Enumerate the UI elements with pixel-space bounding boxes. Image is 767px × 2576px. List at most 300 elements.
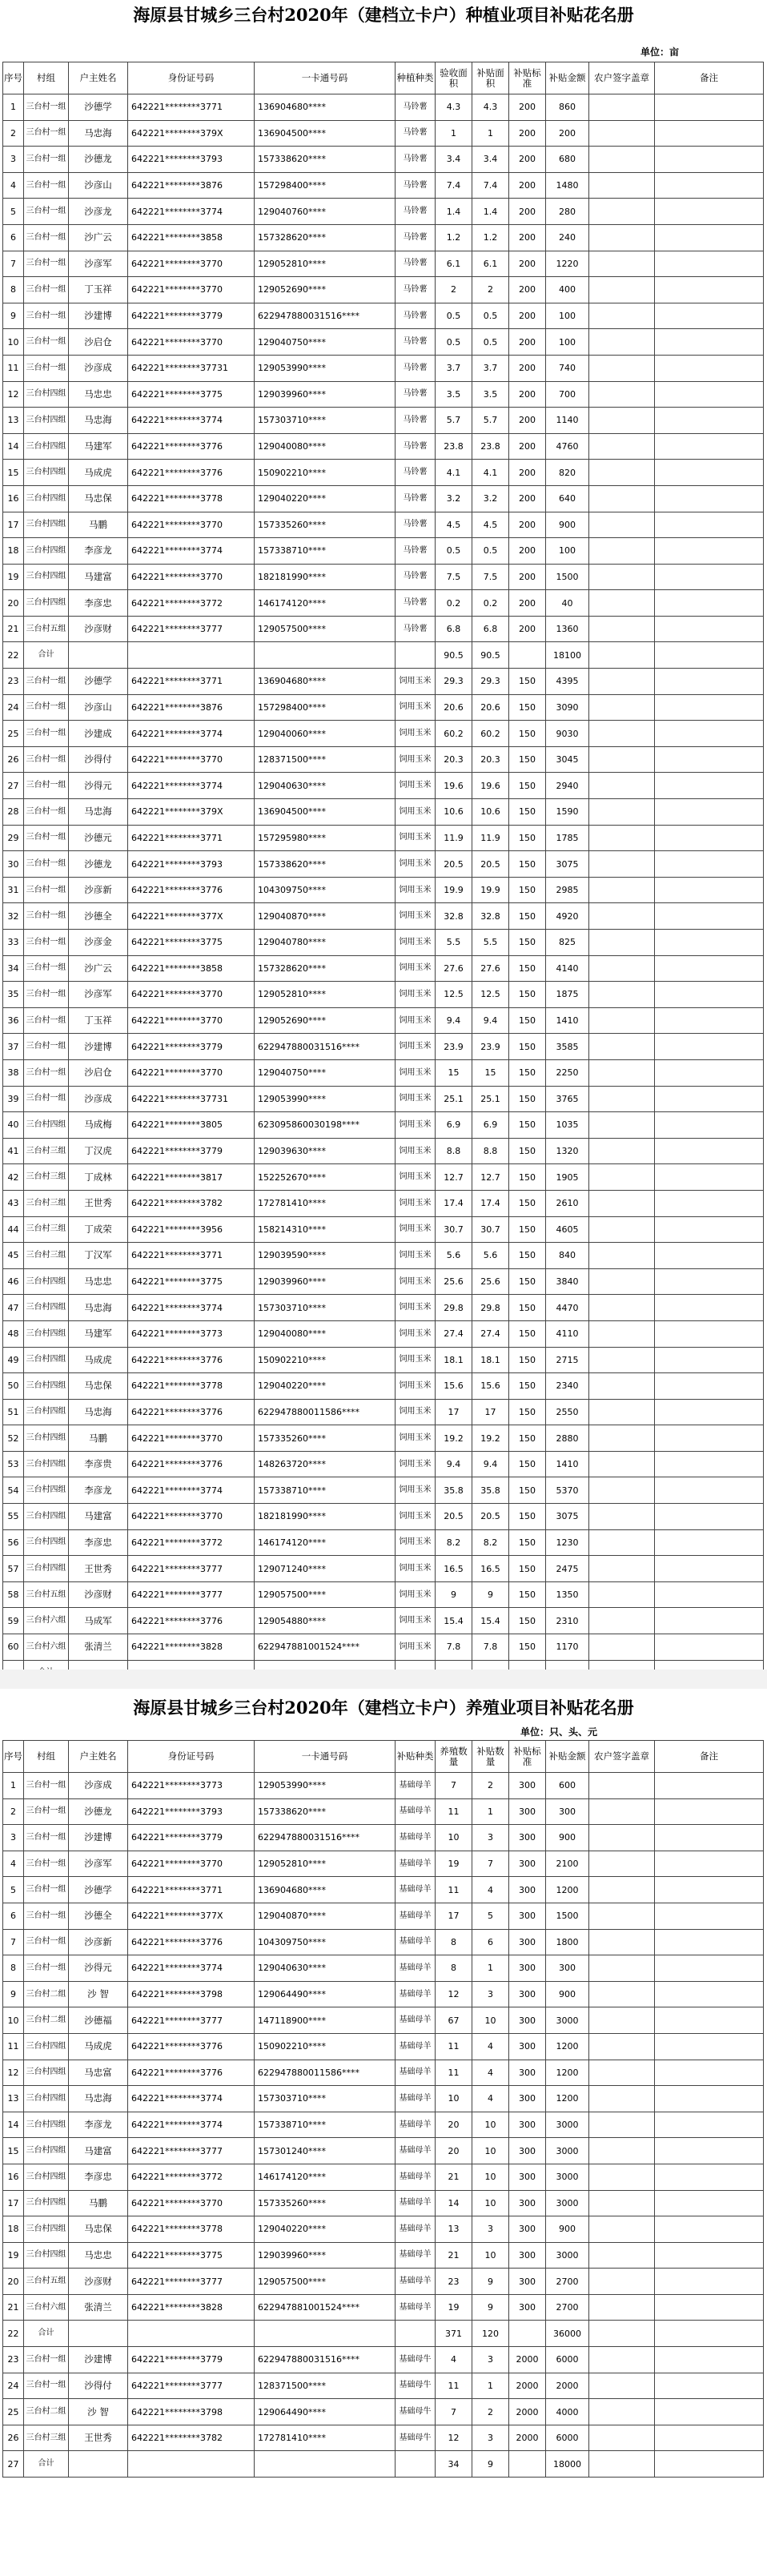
table-cell: 马铃薯 — [396, 199, 436, 225]
table-cell — [655, 2321, 764, 2347]
table-cell: 三台村一组 — [24, 199, 69, 225]
table-cell: 200 — [509, 381, 546, 408]
table-cell: 马铃薯 — [396, 303, 436, 329]
table-cell: 642221********3776 — [128, 2060, 255, 2086]
table-cell: 马建富 — [69, 1504, 128, 1530]
table-cell: 860 — [546, 94, 589, 121]
table-cell: 饲用玉米 — [396, 825, 436, 851]
table-cell — [589, 2347, 655, 2373]
table-cell: 642221********3817 — [128, 1164, 255, 1191]
table-cell — [655, 1851, 764, 1877]
table-cell: 19.9 — [436, 877, 472, 903]
table-cell — [589, 512, 655, 538]
table-cell — [655, 408, 764, 434]
table-cell: 20.3 — [472, 746, 509, 773]
table-cell: 马忠海 — [69, 408, 128, 434]
table-cell: 34 — [3, 955, 24, 982]
table-cell: 2000 — [509, 2399, 546, 2425]
table-cell: 三台村四组 — [24, 1112, 69, 1139]
table-cell: 150 — [509, 1216, 546, 1243]
table-cell: 11 — [436, 2373, 472, 2399]
table-cell: 3000 — [546, 2164, 589, 2190]
table-cell: 1.2 — [472, 224, 509, 251]
table-cell — [655, 1903, 764, 1929]
table-cell — [655, 1877, 764, 1903]
table-cell: 1410 — [546, 1451, 589, 1477]
table-cell: 1875 — [546, 982, 589, 1008]
table-cell: 640 — [546, 485, 589, 512]
table-cell: 642221********3777 — [128, 1556, 255, 1582]
table-cell: 三台村六组 — [24, 1608, 69, 1634]
table-cell: 19 — [436, 2294, 472, 2321]
table-cell: 4470 — [546, 1295, 589, 1321]
table-cell: 20 — [436, 2112, 472, 2138]
table-cell: 53 — [3, 1451, 24, 1477]
section-gap — [0, 1670, 767, 1689]
table-cell: 27 — [3, 2451, 24, 2478]
table-cell: 马铃薯 — [396, 355, 436, 381]
table-cell: 642221********3770 — [128, 1851, 255, 1877]
table-cell: 129040630**** — [255, 773, 396, 799]
table-cell: 129040060**** — [255, 721, 396, 747]
table-cell: 4.1 — [436, 460, 472, 486]
table-cell: 150 — [509, 1112, 546, 1139]
table-row — [3, 485, 764, 512]
table-cell: 129039960**** — [255, 2242, 396, 2269]
table-cell: 6000 — [546, 2425, 589, 2451]
table-cell — [655, 2425, 764, 2451]
table-cell — [589, 616, 655, 642]
table-cell: 642221********3776 — [128, 433, 255, 460]
table-cell: 129040750**** — [255, 1059, 396, 1086]
table-cell: 642221********3775 — [128, 381, 255, 408]
table-cell: 沙彦山 — [69, 172, 128, 199]
table-cell — [589, 1929, 655, 1955]
table-cell: 150 — [509, 1451, 546, 1477]
table-cell: 6 — [472, 1929, 509, 1955]
table-cell: 150 — [509, 982, 546, 1008]
table-cell: 马忠保 — [69, 2216, 128, 2243]
table-cell — [589, 1903, 655, 1929]
table-cell: 642221********3770 — [128, 2190, 255, 2216]
table-cell — [589, 1634, 655, 1661]
table-cell — [655, 1981, 764, 2007]
table-row — [3, 538, 764, 565]
table-cell: 三台村四组 — [24, 512, 69, 538]
table-cell: 4 — [3, 1851, 24, 1877]
column-header: 种植种类 — [396, 62, 436, 94]
table-cell: 9.4 — [436, 1007, 472, 1034]
table-cell: 饲用玉米 — [396, 1164, 436, 1191]
table-cell: 623095860030198**** — [255, 1112, 396, 1139]
table-cell: 642221********3779 — [128, 2347, 255, 2373]
table-row — [3, 2269, 764, 2295]
column-header: 备注 — [655, 62, 764, 94]
table-cell: 1.4 — [472, 199, 509, 225]
table-cell: 三台村四组 — [24, 2164, 69, 2190]
table-cell: 7.5 — [436, 564, 472, 590]
table-cell: 200 — [509, 512, 546, 538]
table-cell: 沙彦成 — [69, 1086, 128, 1112]
table-cell: 642221********3793 — [128, 851, 255, 878]
table-cell: 129040220**** — [255, 2216, 396, 2243]
table-cell: 129040760**** — [255, 199, 396, 225]
table-cell — [655, 1243, 764, 1269]
table-cell: 150 — [509, 903, 546, 930]
table-cell: 642221********3774 — [128, 773, 255, 799]
table-cell: 王世秀 — [69, 2425, 128, 2451]
table-cell: 3 — [472, 2425, 509, 2451]
table-cell: 三台村一组 — [24, 669, 69, 695]
table-cell — [655, 1634, 764, 1661]
table-cell: 三台村四组 — [24, 1556, 69, 1582]
table-cell: 21 — [436, 2242, 472, 2269]
table-cell — [589, 1112, 655, 1139]
table-cell: 马铃薯 — [396, 224, 436, 251]
table-cell: 16.5 — [472, 1556, 509, 1582]
table-cell: 300 — [509, 2269, 546, 2295]
table-cell — [655, 2347, 764, 2373]
table-cell: 642221********3770 — [128, 1059, 255, 1086]
table-row — [3, 616, 764, 642]
table-cell: 23 — [436, 2269, 472, 2295]
table-cell: 3765 — [546, 1086, 589, 1112]
table-row — [3, 1347, 764, 1373]
table-cell: 马铃薯 — [396, 485, 436, 512]
table-cell: 饲用玉米 — [396, 1608, 436, 1634]
table-cell: 沙 智 — [69, 2399, 128, 2425]
table-cell: 150 — [509, 1059, 546, 1086]
table-cell — [589, 799, 655, 826]
table-cell: 3.7 — [436, 355, 472, 381]
table-row — [3, 2216, 764, 2243]
table-cell: 642221********3956 — [128, 1216, 255, 1243]
table-cell: 三台村一组 — [24, 825, 69, 851]
table-cell: 马忠海 — [69, 1399, 128, 1425]
table-cell: 三台村一组 — [24, 1086, 69, 1112]
table-row — [3, 1608, 764, 1634]
section1-unit: 单位：亩 — [641, 46, 680, 58]
table-cell: 35 — [3, 982, 24, 1008]
table-cell: 300 — [509, 1798, 546, 1825]
table-cell: 20.5 — [436, 1504, 472, 1530]
table-cell — [589, 381, 655, 408]
column-header: 补贴标准 — [509, 1741, 546, 1773]
table-cell: 9 — [436, 1581, 472, 1608]
table-cell: 300 — [509, 1773, 546, 1799]
table-cell: 4.3 — [436, 94, 472, 121]
table-cell: 6000 — [546, 2347, 589, 2373]
table-cell: 150 — [509, 721, 546, 747]
table-cell: 29.3 — [472, 669, 509, 695]
table-cell: 马建军 — [69, 1320, 128, 1347]
table-cell: 26 — [3, 2425, 24, 2451]
table-cell — [589, 408, 655, 434]
table-cell: 基础母羊 — [396, 1773, 436, 1799]
table-cell: 马建富 — [69, 564, 128, 590]
table-cell — [69, 2451, 128, 2478]
table-cell: 三台村三组 — [24, 1243, 69, 1269]
table-cell: 18 — [3, 538, 24, 565]
table-cell: 马铃薯 — [396, 512, 436, 538]
table-cell: 150 — [509, 1007, 546, 1034]
table-cell: 150 — [509, 1529, 546, 1556]
table-cell: 1785 — [546, 825, 589, 851]
table-cell: 18000 — [546, 2451, 589, 2478]
table-cell: 丁玉祥 — [69, 277, 128, 303]
table-cell: 4 — [472, 2033, 509, 2060]
table-cell: 622947880031516**** — [255, 2347, 396, 2373]
table-cell: 2 — [436, 277, 472, 303]
table-cell: 240 — [546, 224, 589, 251]
table-cell: 680 — [546, 147, 589, 173]
table-cell — [589, 2373, 655, 2399]
table-cell: 1590 — [546, 799, 589, 826]
table-cell: 18100 — [546, 642, 589, 669]
table-cell: 22 — [3, 2321, 24, 2347]
table-cell — [655, 982, 764, 1008]
table-cell: 129040080**** — [255, 433, 396, 460]
table-cell: 19.6 — [472, 773, 509, 799]
table-cell — [655, 616, 764, 642]
table-cell: 3075 — [546, 1504, 589, 1530]
table-cell: 157338620**** — [255, 147, 396, 173]
table-row — [3, 1190, 764, 1216]
table-cell: 150 — [509, 799, 546, 826]
table-cell: 300 — [509, 2242, 546, 2269]
table-cell: 642221********3793 — [128, 147, 255, 173]
table-cell — [655, 147, 764, 173]
table-cell: 2100 — [546, 1851, 589, 1877]
table-cell: 李彦贵 — [69, 1451, 128, 1477]
table-cell: 5.6 — [472, 1243, 509, 1269]
table-cell: 3.5 — [472, 381, 509, 408]
table-cell: 19.2 — [472, 1425, 509, 1452]
table-cell: 沙德福 — [69, 2007, 128, 2034]
table-cell: 642221********3778 — [128, 485, 255, 512]
table-cell: 基础母羊 — [396, 2294, 436, 2321]
table-cell — [655, 2269, 764, 2295]
table-cell: 9 — [472, 1581, 509, 1608]
table-cell: 18 — [3, 2216, 24, 2243]
table-cell: 1200 — [546, 2033, 589, 2060]
table-cell: 4920 — [546, 903, 589, 930]
table-cell: 300 — [509, 2164, 546, 2190]
table-cell: 沙彦军 — [69, 251, 128, 277]
table-cell: 200 — [509, 538, 546, 565]
table-cell — [655, 851, 764, 878]
table-cell: 150 — [509, 930, 546, 956]
table-cell: 基础母羊 — [396, 2086, 436, 2112]
table-row — [3, 1399, 764, 1425]
table-cell — [655, 1190, 764, 1216]
table-cell — [509, 642, 546, 669]
table-cell: 饲用玉米 — [396, 1451, 436, 1477]
table-cell: 642221********3776 — [128, 1451, 255, 1477]
table-cell: 23 — [3, 2347, 24, 2373]
table-cell: 1200 — [546, 2060, 589, 2086]
table-cell: 200 — [509, 199, 546, 225]
table-cell: 128371500**** — [255, 2373, 396, 2399]
table-cell: 129053990**** — [255, 1773, 396, 1799]
table-cell: 40 — [546, 590, 589, 617]
table-cell: 饲用玉米 — [396, 746, 436, 773]
table-cell: 马鹏 — [69, 2190, 128, 2216]
table-cell — [589, 1190, 655, 1216]
table-cell — [589, 433, 655, 460]
table-cell: 4.5 — [472, 512, 509, 538]
table-cell: 820 — [546, 460, 589, 486]
table-cell: 120 — [472, 2321, 509, 2347]
table-cell: 饲用玉米 — [396, 851, 436, 878]
table-cell: 157335260**** — [255, 1425, 396, 1452]
table-cell: 1200 — [546, 1877, 589, 1903]
table-cell: 三台村一组 — [24, 355, 69, 381]
table-cell: 马忠海 — [69, 1295, 128, 1321]
table-cell — [655, 1059, 764, 1086]
table-cell: 129039960**** — [255, 1268, 396, 1295]
table-cell — [655, 1373, 764, 1400]
table-cell: 129064490**** — [255, 1981, 396, 2007]
table-cell — [589, 1399, 655, 1425]
table-cell: 合计 — [24, 2451, 69, 2478]
table-cell: 157338620**** — [255, 851, 396, 878]
table-cell: 3.4 — [472, 147, 509, 173]
table-cell: 马铃薯 — [396, 251, 436, 277]
table-cell — [589, 2451, 655, 2478]
table-cell — [655, 1477, 764, 1504]
table-cell: 2310 — [546, 1608, 589, 1634]
table-cell: 642221********3782 — [128, 1190, 255, 1216]
total-row — [3, 2451, 764, 2478]
table-cell — [589, 1955, 655, 1982]
table-cell: 622947881001524**** — [255, 2294, 396, 2321]
table-row — [3, 329, 764, 356]
table-cell: 三台村四组 — [24, 1295, 69, 1321]
table-cell: 200 — [509, 485, 546, 512]
table-cell — [589, 460, 655, 486]
table-row — [3, 590, 764, 617]
table-cell: 25.6 — [472, 1268, 509, 1295]
table-cell: 2940 — [546, 773, 589, 799]
column-header: 农户签字盖章 — [589, 62, 655, 94]
table-cell: 马忠忠 — [69, 381, 128, 408]
table-cell: 基础母羊 — [396, 2269, 436, 2295]
table-cell: 15.6 — [436, 1373, 472, 1400]
table-cell: 三台村一组 — [24, 1851, 69, 1877]
table-cell — [655, 1138, 764, 1164]
table-row — [3, 746, 764, 773]
table-cell: 11 — [3, 355, 24, 381]
table-cell: 642221********3776 — [128, 460, 255, 486]
table-cell: 三台村四组 — [24, 1373, 69, 1400]
table-cell: 马成虎 — [69, 1347, 128, 1373]
table-cell — [655, 2164, 764, 2190]
table-cell — [655, 590, 764, 617]
table-cell: 642221********3777 — [128, 616, 255, 642]
table-cell — [655, 1216, 764, 1243]
table-cell — [589, 590, 655, 617]
table-cell: 三台村一组 — [24, 1773, 69, 1799]
table-cell: 3.7 — [472, 355, 509, 381]
table-cell: 10 — [3, 329, 24, 356]
table-cell: 合计 — [24, 642, 69, 669]
table-cell: 67 — [436, 2007, 472, 2034]
table-cell: 三台村一组 — [24, 120, 69, 147]
table-cell — [589, 1425, 655, 1452]
table-cell: 三台村一组 — [24, 303, 69, 329]
table-cell: 17 — [436, 1399, 472, 1425]
table-row — [3, 1504, 764, 1530]
table-cell: 三台村一组 — [24, 694, 69, 721]
table-cell: 4395 — [546, 669, 589, 695]
table-cell — [655, 930, 764, 956]
table-cell: 基础母羊 — [396, 2033, 436, 2060]
table-cell: 基础母羊 — [396, 2112, 436, 2138]
table-cell: 马忠保 — [69, 485, 128, 512]
table-cell: 2475 — [546, 1556, 589, 1582]
table-row — [3, 825, 764, 851]
table-cell — [589, 1295, 655, 1321]
table-cell: 马建军 — [69, 433, 128, 460]
table-cell: 200 — [509, 94, 546, 121]
table-cell: 马铃薯 — [396, 538, 436, 565]
table-cell: 13 — [436, 2216, 472, 2243]
table-cell: 9 — [472, 2269, 509, 2295]
table-cell: 129040750**** — [255, 329, 396, 356]
table-cell — [589, 251, 655, 277]
table-cell: 41 — [3, 1138, 24, 1164]
table-cell — [589, 172, 655, 199]
table-cell: 2000 — [546, 2373, 589, 2399]
column-header: 补贴种类 — [396, 1741, 436, 1773]
table-cell: 300 — [509, 1955, 546, 1982]
table-cell: 157298400**** — [255, 172, 396, 199]
table-row — [3, 1295, 764, 1321]
table-cell: 150902210**** — [255, 1347, 396, 1373]
table-cell: 10 — [472, 2138, 509, 2164]
table-cell — [396, 2451, 436, 2478]
table-cell: 9 — [3, 1981, 24, 2007]
table-cell: 150 — [509, 1477, 546, 1504]
table-cell: 49 — [3, 1347, 24, 1373]
table-cell — [589, 2164, 655, 2190]
table-cell: 6 — [3, 224, 24, 251]
table-cell: 642221********3773 — [128, 1773, 255, 1799]
table-cell: 24 — [3, 694, 24, 721]
table-cell: 10 — [472, 2112, 509, 2138]
table-cell: 饲用玉米 — [396, 694, 436, 721]
column-header: 补贴面积 — [472, 62, 509, 94]
table-cell: 10 — [436, 2086, 472, 2112]
table-cell: 200 — [509, 251, 546, 277]
table-cell: 23.9 — [472, 1034, 509, 1060]
table-cell: 基础母牛 — [396, 2373, 436, 2399]
table-cell: 饲用玉米 — [396, 1190, 436, 1216]
table-cell: 642221********3777 — [128, 2007, 255, 2034]
table-cell: 沙得元 — [69, 1955, 128, 1982]
table-cell: 7.4 — [472, 172, 509, 199]
table-cell — [655, 799, 764, 826]
table-cell: 150 — [509, 694, 546, 721]
table-cell: 27.6 — [472, 955, 509, 982]
table-cell: 20.3 — [436, 746, 472, 773]
table-cell: 642221********3770 — [128, 251, 255, 277]
table-cell: 三台村二组 — [24, 2007, 69, 2034]
table-cell: 13 — [3, 408, 24, 434]
table-cell: 3.2 — [472, 485, 509, 512]
table-cell: 3.5 — [436, 381, 472, 408]
